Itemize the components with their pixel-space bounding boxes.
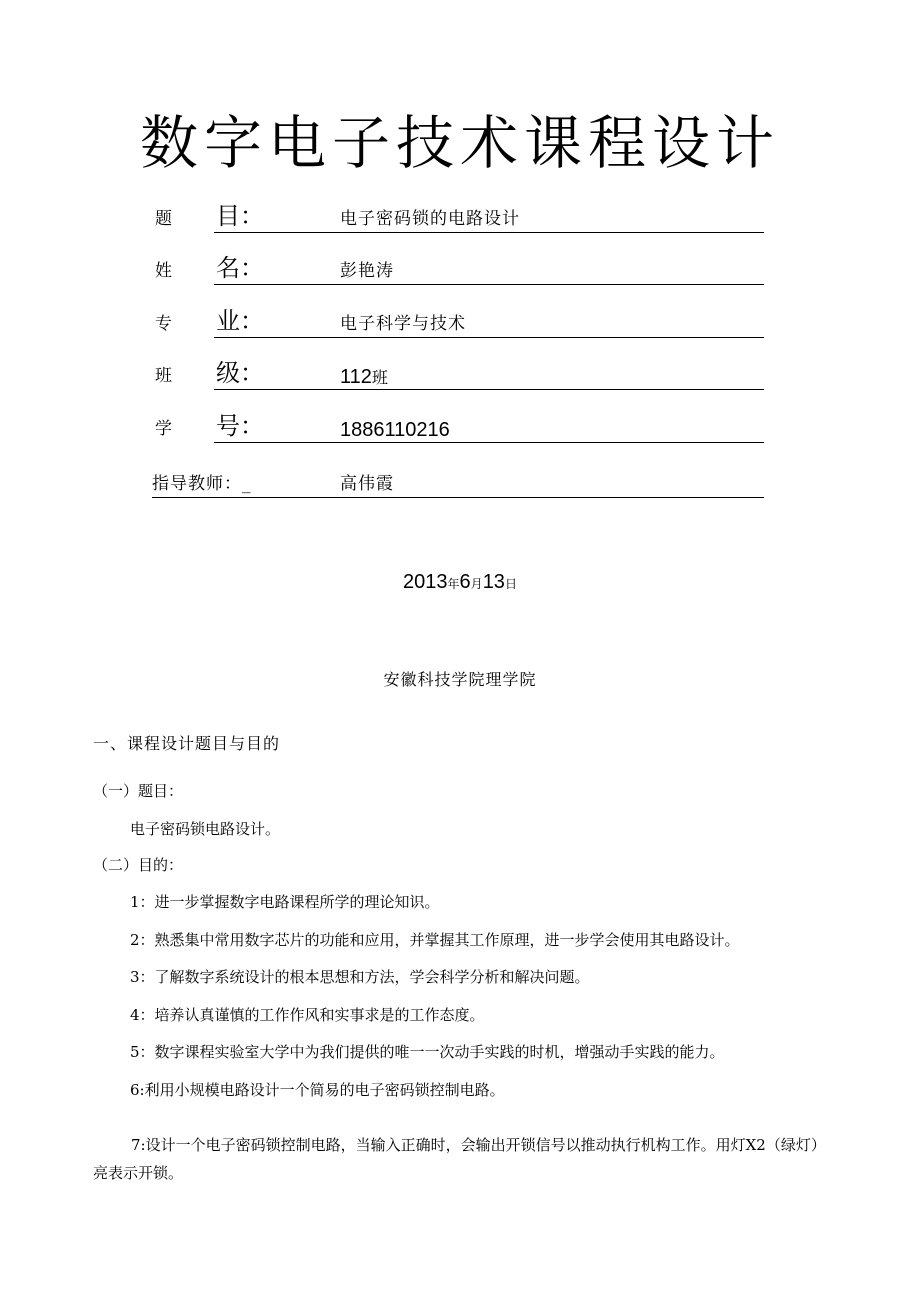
field-value: 彭艳涛 — [340, 261, 394, 281]
field-label-second: 名： — [216, 254, 264, 282]
date-year: 2013 — [403, 571, 448, 593]
field-topic — [152, 193, 764, 233]
class-number: 112 — [340, 366, 372, 388]
purpose-item-wrapped: 7:设计一个电子密码锁控制电路，当输入正确时，会输出开锁信号以推动执行机构工作。用灯X2（绿灯）亮表示开锁。 — [93, 1136, 826, 1182]
field-class — [152, 350, 764, 390]
field-label-second: 号： — [216, 412, 264, 440]
class-suffix: 班 — [371, 368, 388, 387]
underline — [214, 442, 764, 443]
subsection-heading-purpose: （二）目的： — [93, 856, 184, 874]
section-heading: 一、课程设计题目与目的 — [93, 734, 281, 753]
field-label-first: 姓 — [155, 261, 172, 281]
field-label: 指导教师：_ — [152, 474, 252, 494]
document-date — [0, 571, 920, 594]
institution-name: 安徽科技学院理学院 — [383, 670, 537, 689]
field-value — [340, 365, 388, 389]
field-value: 电子科学与技术 — [340, 314, 466, 334]
field-student-id — [152, 403, 764, 443]
underline — [214, 284, 764, 285]
underline — [152, 497, 764, 498]
underline — [214, 337, 764, 338]
field-value: 1886110216 — [340, 419, 450, 441]
date-month-char: 月 — [470, 577, 483, 591]
field-label-second: 级： — [216, 359, 264, 387]
field-label-second: 业： — [216, 307, 264, 335]
underline — [214, 232, 764, 233]
underline — [214, 389, 764, 390]
field-name — [152, 245, 764, 285]
purpose-item: 3：了解数字系统设计的根本思想和方法，学会科学分析和解决问题。 — [130, 968, 590, 986]
field-advisor — [152, 458, 764, 498]
field-label-first: 题 — [155, 209, 172, 229]
subsection-heading-topic: （一）题目： — [93, 782, 184, 800]
purpose-item: 5：数字课程实验室大学中为我们提供的唯一一次动手实践的时机，增强动手实践的能力。 — [130, 1043, 725, 1061]
field-label-first: 学 — [155, 419, 172, 439]
field-value: 高伟霞 — [340, 474, 394, 494]
field-label-first: 班 — [155, 366, 172, 386]
field-label-first: 专 — [155, 314, 172, 334]
purpose-item: 1：进一步掌握数字电路课程所学的理论知识。 — [130, 893, 440, 911]
date-day-char: 日 — [504, 577, 517, 591]
field-major — [152, 298, 764, 338]
purpose-item: 2：熟悉集中常用数字芯片的功能和应用，并掌握其工作原理，进一步学会使用其电路设计。 — [130, 931, 740, 949]
subsection-text-topic: 电子密码锁电路设计。 — [130, 820, 281, 838]
date-day: 13 — [482, 571, 505, 593]
date-month: 6 — [459, 571, 471, 593]
document-title: 数字电子技术课程设计 — [139, 109, 780, 177]
date-year-char: 年 — [447, 577, 460, 591]
field-value: 电子密码锁的电路设计 — [340, 209, 520, 229]
field-label-second: 目： — [216, 202, 264, 230]
purpose-item: 4：培养认真谨慎的工作作风和实事求是的工作态度。 — [130, 1006, 485, 1024]
purpose-item: 6:利用小规模电路设计一个简易的电子密码锁控制电路。 — [130, 1081, 505, 1099]
